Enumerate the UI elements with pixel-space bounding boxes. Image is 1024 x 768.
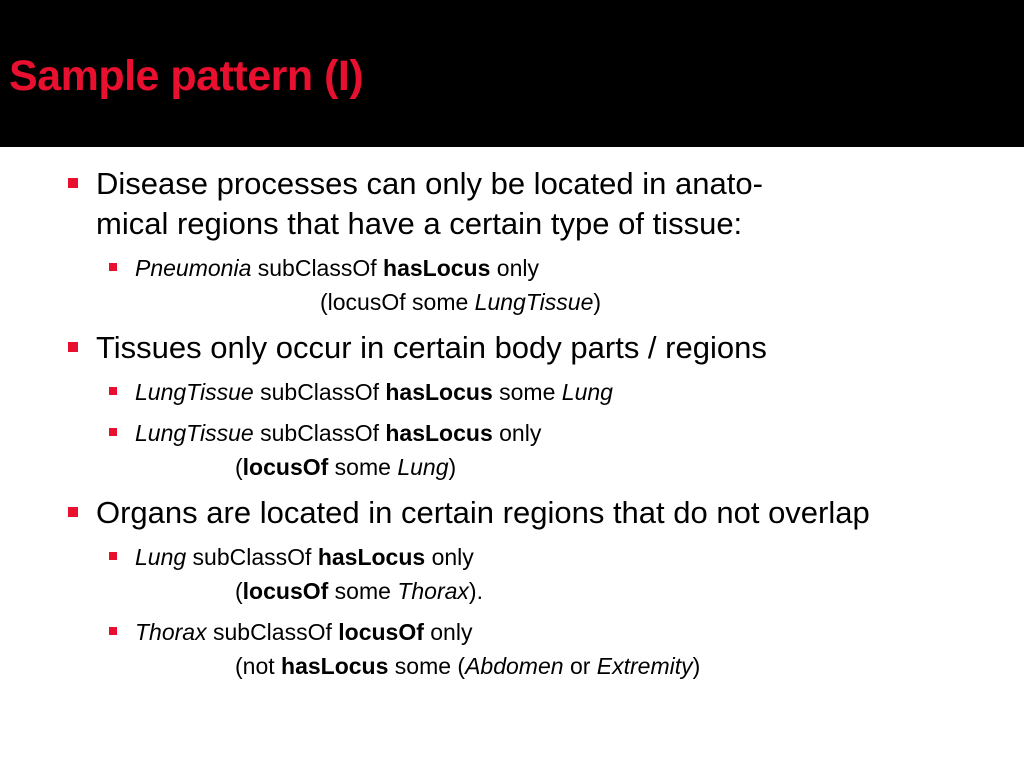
term-lungtissue: LungTissue	[135, 420, 254, 446]
keyword-subclassof: subClassOf	[251, 255, 384, 281]
keyword-haslocus: hasLocus	[385, 420, 493, 446]
slide-title: Sample pattern (I)	[9, 52, 364, 100]
keyword-only: only	[490, 255, 539, 281]
expr-part: (not	[235, 653, 282, 679]
sub-bullet-square-icon	[109, 627, 117, 635]
term-lung: Lung	[397, 454, 449, 480]
expr-part: (locusOf some	[320, 289, 475, 315]
expr-part: (	[235, 454, 243, 480]
bullet-disease-processes	[96, 164, 763, 203]
expr-part: )	[593, 289, 602, 315]
keyword-subclassof: subClassOf	[206, 619, 339, 645]
sub-bullet-square-icon	[109, 387, 117, 395]
sub-bullet-thorax-continuation	[235, 649, 700, 683]
term-lung: Lung	[561, 379, 613, 405]
keyword-locusof: locusOf	[242, 578, 329, 604]
sub-bullet-lungtissue-only-continuation	[235, 450, 456, 484]
sub-bullet-square-icon	[109, 263, 117, 271]
sub-bullet-lung	[135, 540, 474, 574]
sub-bullet-lung-continuation	[235, 574, 483, 608]
term-lung: Lung	[135, 544, 187, 570]
keyword-haslocus: hasLocus	[383, 255, 491, 281]
expr-part: )	[692, 653, 701, 679]
bullet-text: Tissues only occur in certain body parts / regions	[96, 330, 767, 365]
keyword-subclassof: subClassOf	[186, 544, 318, 570]
sub-bullet-thorax	[135, 615, 472, 649]
expr-part: ).	[468, 578, 483, 604]
term-lungtissue: LungTissue	[135, 379, 254, 405]
term-pneumonia: Pneumonia	[135, 255, 252, 281]
expr-part: some (	[388, 653, 466, 679]
keyword-only: only	[423, 619, 473, 645]
bullet-text-line2: mical regions that have a certain type of tissue:	[96, 206, 743, 241]
bullet-disease-processes-line2	[96, 204, 742, 243]
bullet-square-icon	[68, 507, 78, 517]
keyword-some: some	[328, 578, 398, 604]
sub-bullet-square-icon	[109, 552, 117, 560]
bullet-text: Organs are located in certain regions that do not overlap	[96, 495, 870, 530]
sub-bullet-pneumonia	[135, 251, 539, 285]
sub-bullet-square-icon	[109, 428, 117, 436]
keyword-haslocus: hasLocus	[281, 653, 389, 679]
term-abdomen: Abdomen	[465, 653, 564, 679]
bullet-organs	[96, 493, 870, 532]
keyword-some: some	[328, 454, 398, 480]
expr-part: )	[448, 454, 457, 480]
keyword-or: or	[563, 653, 597, 679]
term-thorax: Thorax	[135, 619, 207, 645]
sub-bullet-pneumonia-continuation	[320, 285, 601, 319]
keyword-some: some	[492, 379, 562, 405]
sub-bullet-lungtissue-some	[135, 375, 613, 409]
sub-bullet-lungtissue-only	[135, 416, 541, 450]
keyword-locusof: locusOf	[338, 619, 424, 645]
term-extremity: Extremity	[596, 653, 693, 679]
keyword-only: only	[425, 544, 474, 570]
bullet-tissues	[96, 328, 767, 367]
keyword-haslocus: hasLocus	[385, 379, 493, 405]
keyword-subclassof: subClassOf	[253, 379, 386, 405]
term-thorax: Thorax	[397, 578, 469, 604]
bullet-square-icon	[68, 178, 78, 188]
keyword-subclassof: subClassOf	[253, 420, 386, 446]
expr-part: (	[235, 578, 243, 604]
term-lungtissue: LungTissue	[474, 289, 594, 315]
bullet-text-line1: Disease processes can only be located in anato-	[96, 166, 763, 201]
bullet-square-icon	[68, 342, 78, 352]
keyword-only: only	[492, 420, 542, 446]
keyword-locusof: locusOf	[242, 454, 329, 480]
keyword-haslocus: hasLocus	[317, 544, 426, 570]
